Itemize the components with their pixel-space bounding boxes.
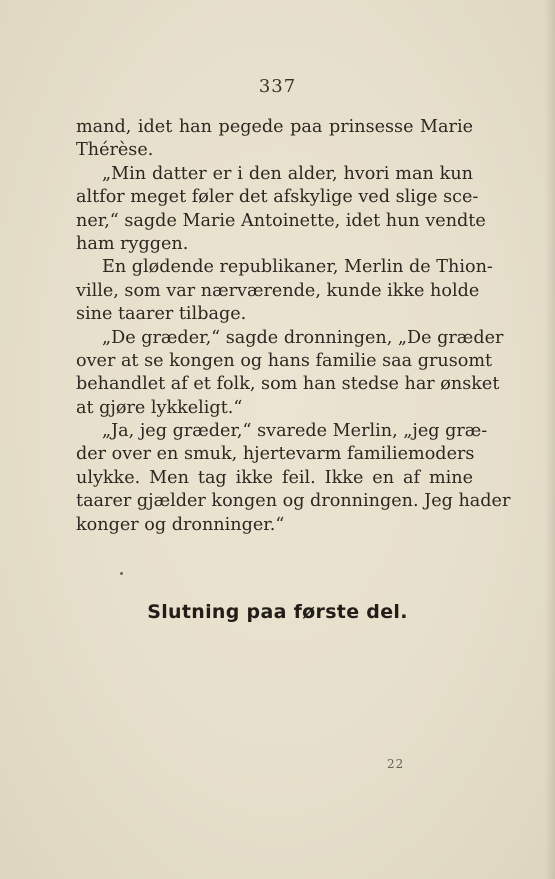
text-line: Thérèse. [76,140,154,161]
text-line: ner,“ sagde Marie Antoinette, idet hun vendte [76,210,486,231]
page-edge-shadow [545,0,555,879]
text-line: der over en smuk, hjertevarm familiemoders [76,444,475,465]
text-line: taarer gjælder kongen og dronningen. Jeg hader [76,491,511,512]
text-line: ulykke. Men tag ikke feil. Ikke en af mine [76,467,473,488]
text-line: „Ja, jeg græder,“ svarede Merlin, „jeg græ- [102,421,488,442]
text-line: „De græder,“ sagde dronningen, „De græder [102,327,504,348]
text-line: over at se kongen og hans familie saa grusomt [76,350,493,371]
text-line: mand, idet han pegede paa prinsesse Marie [76,117,473,137]
text-line: ham ryggen. [76,233,189,254]
body-text [76,116,511,537]
ink-speck [120,572,123,575]
text-line: altfor meget føler det afskylige ved slige sce- [76,187,479,208]
text-line: behandlet af et folk, som han stedse har ønsket [76,374,500,395]
section-end-heading: Slutning paa første del. [147,601,408,623]
text-line: ville, som var nærværende, kunde ikke holde [76,280,480,301]
text-line: „Min datter er i den alder, hvori man kun [102,163,473,184]
signature-mark: 22 [387,757,405,771]
text-line: sine taarer tilbage. [76,304,247,325]
text-line: En glødende republikaner, Merlin de Thion- [102,257,493,278]
text-line: konger og dronninger.“ [76,514,285,535]
text-line: at gjøre lykkeligt.“ [76,397,243,418]
page-number: 337 [258,76,297,97]
